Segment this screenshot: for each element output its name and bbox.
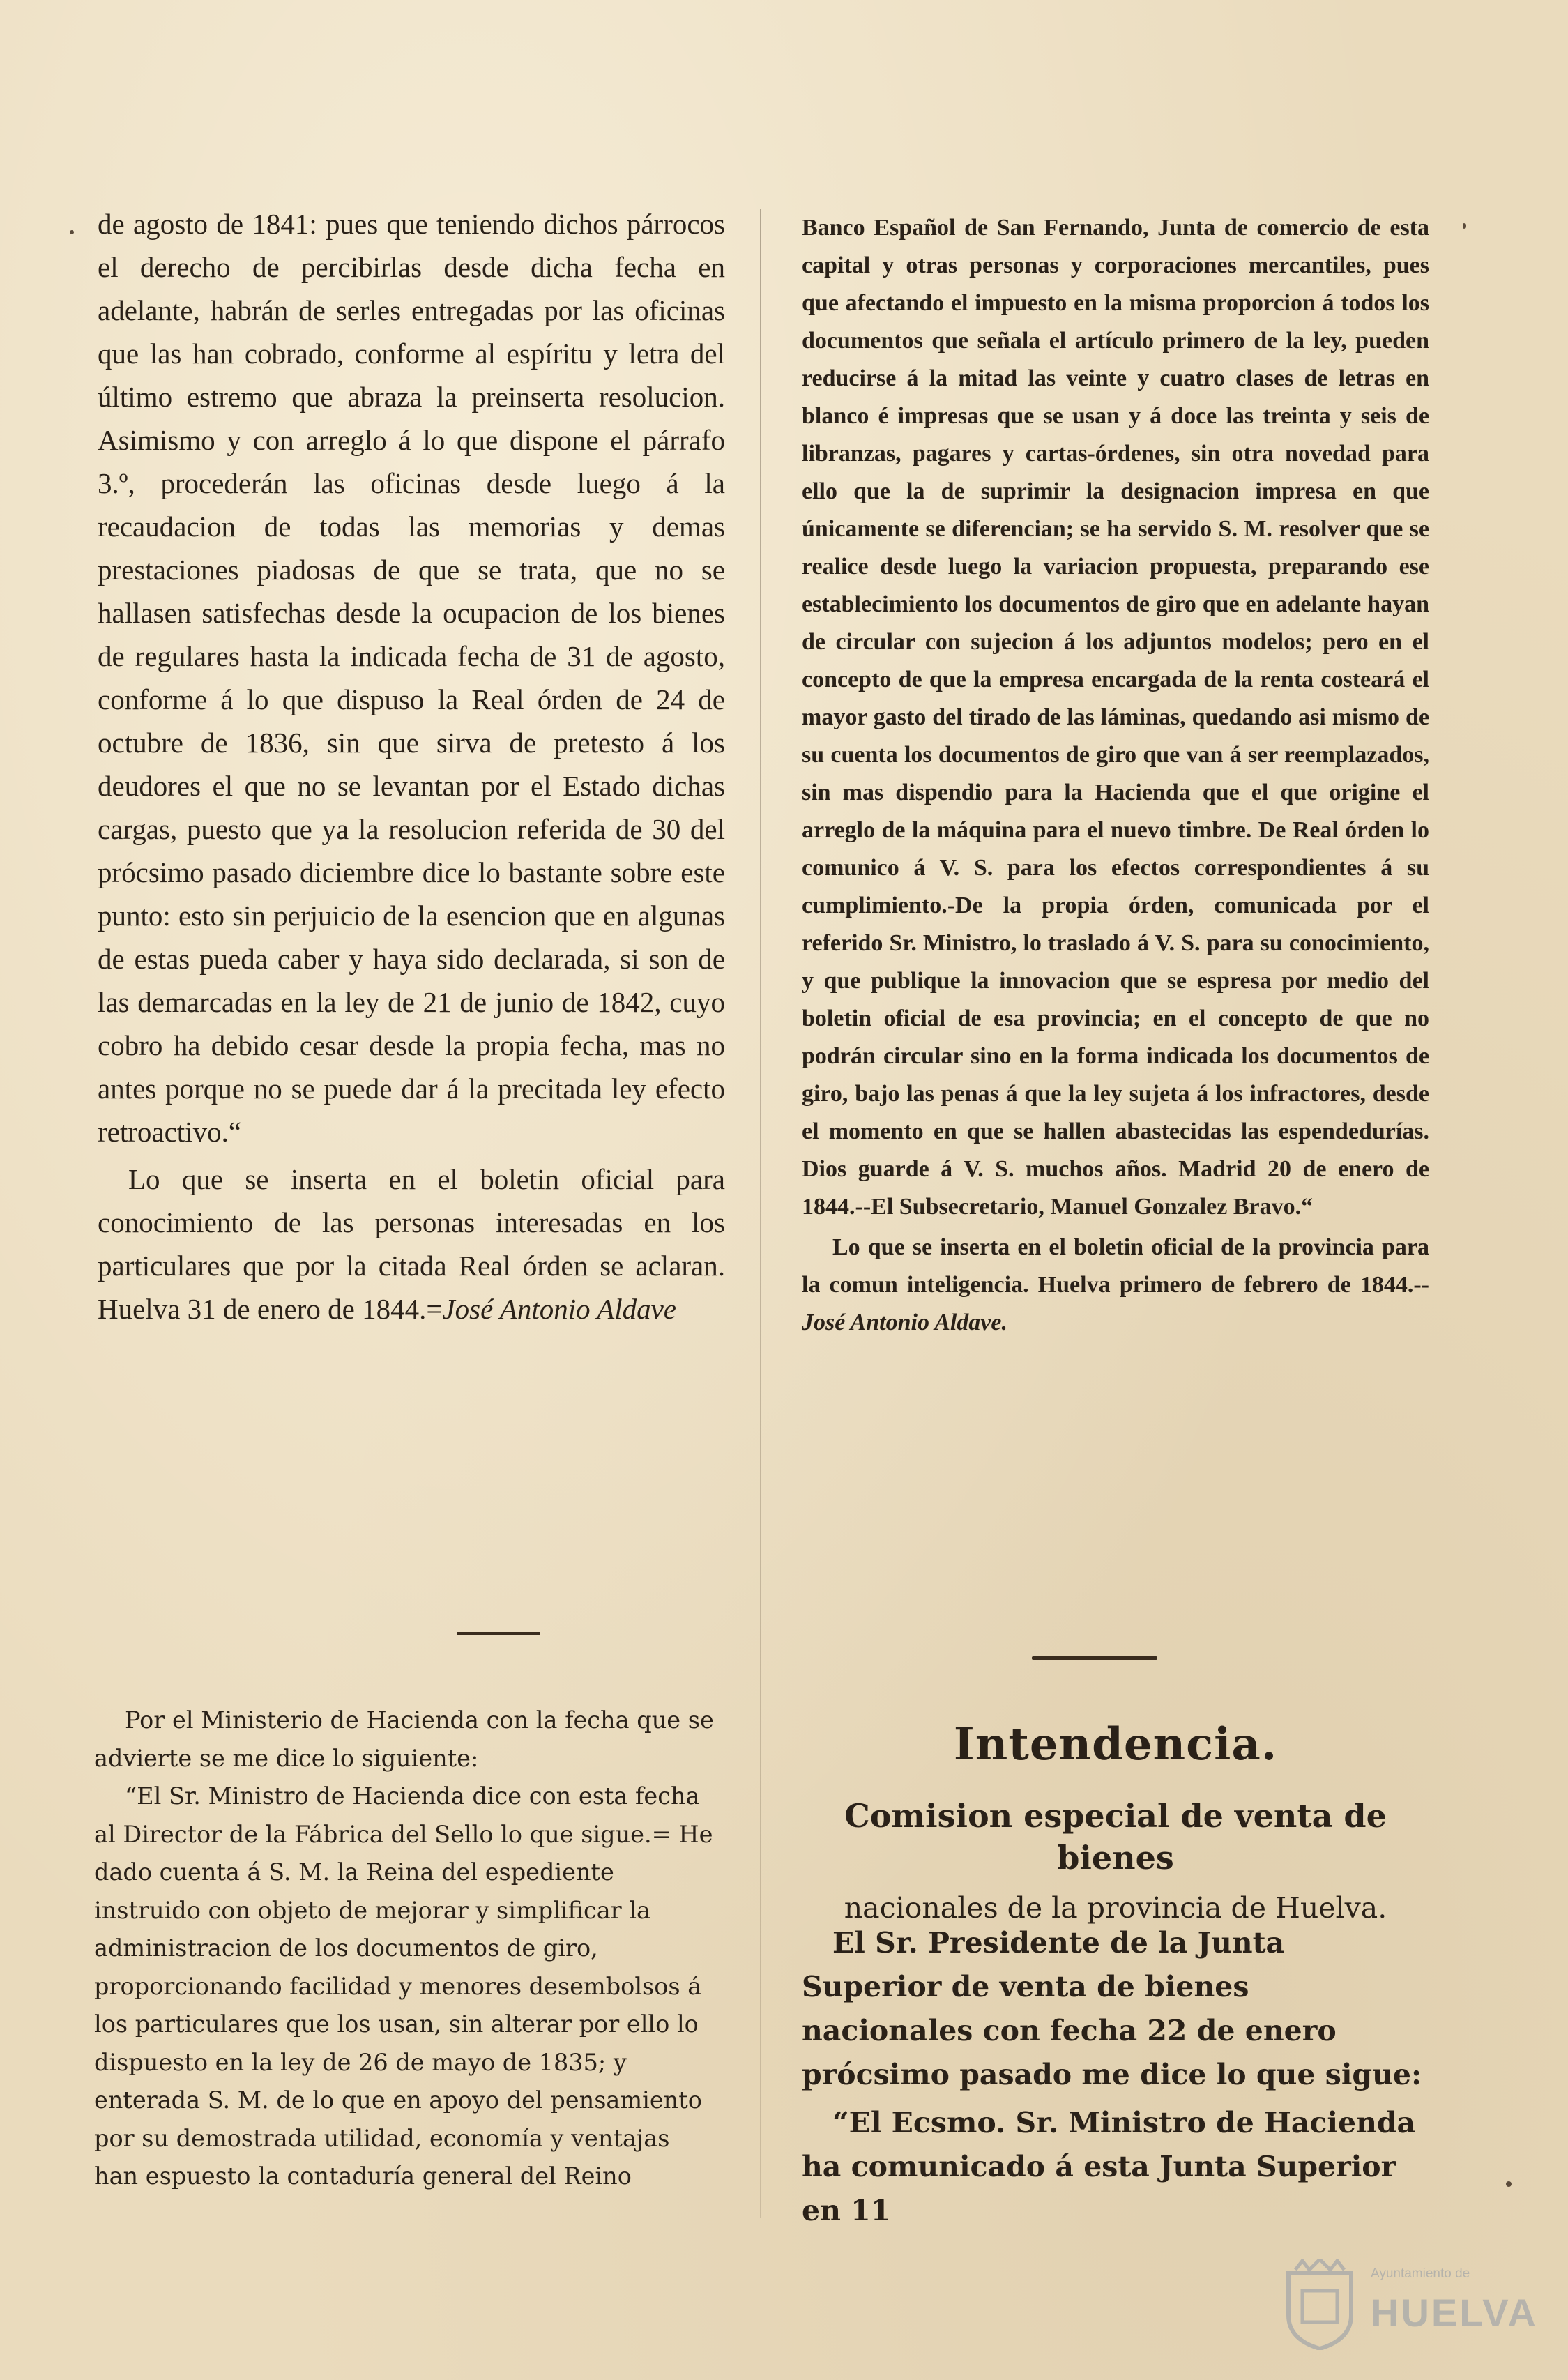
- section-rule-right: [1032, 1656, 1157, 1660]
- junta-intro: El Sr. Presidente de la Junta Superior de venta de bienes nacionales con fecha 22 de enero prócsimo pasado me dice lo que sigue:: [802, 1926, 1422, 2091]
- left-notice-signature: José Antonio Aldave: [442, 1293, 676, 1325]
- section-heading: Intendencia.: [953, 1718, 1278, 1771]
- ministry-intro: Por el Ministerio de Hacienda con la fecha que se advierte se me dice lo siguiente:: [94, 1706, 714, 1772]
- junta-notice: [802, 1921, 1429, 2233]
- right-paragraph-notice: [802, 1229, 1429, 1342]
- left-notice-text: Lo que se inserta en el boletin oficial para conocimiento de las personas interesadas en los particulares que por la citada Real órden se aclaran. Huelva 31 de enero de 1844.=: [98, 1163, 725, 1325]
- margin-speck: [1506, 2181, 1512, 2187]
- junta-body: “El Ecsmo. Sr. Ministro de Hacienda ha comunicado á esta Junta Superior en 11: [802, 2106, 1416, 2227]
- left-paragraph-notice: [98, 1158, 725, 1331]
- margin-speck: [70, 230, 74, 234]
- column-divider: [760, 209, 761, 2218]
- left-column: [98, 202, 725, 1331]
- ministry-notice: [94, 1701, 718, 2196]
- right-column: [802, 209, 1429, 1342]
- city-crest-icon: [1281, 2259, 1358, 2350]
- section-subheading-1: Comision especial de venta de bienes: [844, 1797, 1387, 1877]
- right-paragraph-continuation: Banco Español de San Fernando, Junta de comercio de esta capital y otras personas y corporaciones mercantiles, pues que afectando el impuesto en la misma proporcion á todos los documentos que señala el artículo primero de la ley, pueden reducirse á la mitad las veinte y cuatro clases de letras en blanco é impresas que se usan y á doce las treinta y seis de libranzas, pagares y cartas-órdenes, sin otra novedad para ello que la de suprimir la designacion impresa en que únicamente se diferencian; se ha servido S. M. resolver que se realice desde luego la variacion propuesta, preparando ese establecimiento los documentos de giro que en adelante hayan de circular con sujecion á los adjuntos modelos; pero en el concepto de que la empresa encargada de la renta costeará el mayor gasto del tirado de las láminas, quedando asi mismo de su cuenta los documentos de giro que van á ser reemplazados, sin mas dispendio para la Hacienda que el que origine el arreglo de la máquina para el nuevo timbre. De Real órden lo comunico á V. S. para los efectos correspondientes á su cumplimiento.-De la propia órden, comunicada por el referido Sr. Ministro, lo traslado á V. S. para su conocimiento, y que publique la innovacion que se espresa por medio del boletin oficial de esa provincia; en el concepto de que no podrán circular sino en la forma indicada los documentos de giro, bajo las penas á que la ley sujeta á los infractores, desde el momento en que se hallen abastecidas las espendedurías. Dios guarde á V. S. muchos años. Madrid 20 de enero de 1844.--El Subsecretario, Manuel Gonzalez Bravo.“: [802, 215, 1429, 1220]
- watermark-line2: HUELVA: [1371, 2291, 1538, 2335]
- left-paragraph-continuation: de agosto de 1841: pues que teniendo dichos párrocos el derecho de percibirlas desde dicha fecha en adelante, habrán de serles entregadas por las oficinas que las han cobrado, conforme al espíritu y letra del último estremo que abraza la preinserta resolucion. Asimismo y con arreglo á lo que dispone el párrafo 3.º, procederán las oficinas desde luego á la recaudacion de todas las memorias y demas prestaciones piadosas de que se trata, que no se hallasen satisfechas desde la ocupacion de los bienes de regulares hasta la indicada fecha de 31 de agosto, conforme á lo que dispuso la Real órden de 24 de octubre de 1836, sin que sirva de pretesto á los deudores el que no se levantan por el Estado dichas cargas, puesto que ya la resolucion referida de 30 del prócsimo pasado diciembre dice lo bastante sobre este punto: esto sin perjuicio de la esencion que en algunas de estas pueda caber y haya sido declarada, si son de las demarcadas en la ley de 21 de junio de 1842, cuyo cobro ha debido cesar desde la propia fecha, mas no antes porque no se puede dar á la precitada ley efecto retroactivo.“: [98, 208, 725, 1148]
- right-notice-text: Lo que se inserta en el boletin oficial de la provincia para la comun inteligencia. Huelva primero de febrero de 1844.--: [802, 1234, 1429, 1298]
- watermark-line1: Ayuntamiento de: [1371, 2266, 1470, 2281]
- ministry-body: “El Sr. Ministro de Hacienda dice con esta fecha al Director de la Fábrica del Sello lo que sigue.= He dado cuenta á S. M. la Reina del espediente instruido con objeto de mejorar y simplificar la administracion de los documentos de giro, proporcionando facilidad y menores desembolsos á los particulares que los usan, sin alterar por ello lo dispuesto en la ley de 26 de mayo de 1835; y enterada S. M. de lo que en apoyo del pensamiento por su demostrada utilidad, economía y ventajas han espuesto la contaduría general del Reino: [94, 1782, 713, 2190]
- section-subheading-2: nacionales de la provincia de Huelva.: [844, 1891, 1387, 1925]
- margin-speck: [1463, 223, 1466, 229]
- right-notice-signature: José Antonio Aldave.: [802, 1310, 1007, 1335]
- intendencia-heading-block: [802, 1715, 1429, 1927]
- watermark-seal: [1281, 2259, 1538, 2357]
- section-rule-left: [457, 1632, 540, 1635]
